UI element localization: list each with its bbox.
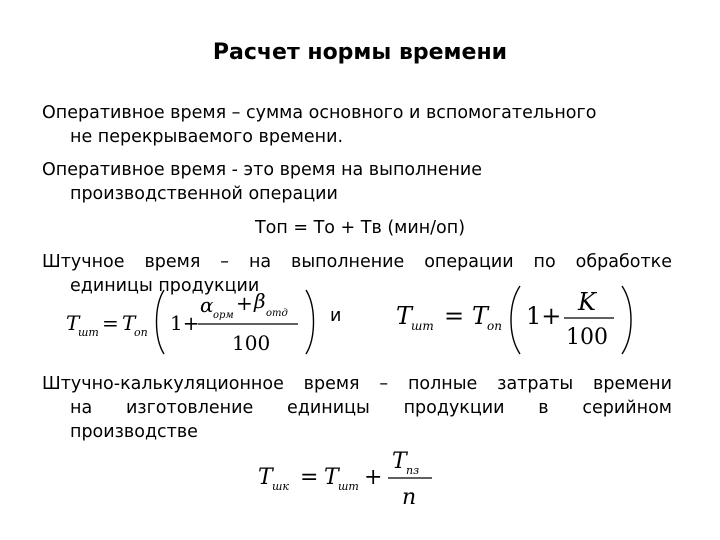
formula-denominator: 100 [566, 325, 608, 350]
formula-subscript: шт [411, 319, 434, 333]
operative-time-description [42, 158, 682, 206]
formula-alpha: α [200, 293, 214, 317]
formula-symbol: T [122, 311, 136, 335]
formula-symbol: T [472, 302, 489, 330]
formula-one-plus: 1+ [526, 302, 562, 330]
formula-subscript: оп [487, 319, 502, 333]
right-paren [306, 290, 314, 354]
formula-symbol: T [396, 302, 413, 330]
formula-symbol: T [66, 311, 80, 335]
formula-subscript: шк [272, 480, 289, 493]
formula-subscript: орм [213, 310, 234, 321]
formula-symbol: T [258, 465, 273, 490]
formula-subscript: отд [266, 308, 288, 319]
text-line: Штучно-калькуляционное время – полные затраты времени [42, 374, 672, 394]
left-paren [157, 290, 165, 354]
right-paren [622, 286, 631, 354]
formula-numerator: T [392, 449, 407, 474]
text-line: на изготовление единицы продукции в серийном [70, 398, 672, 418]
text-line: производственной операции [70, 184, 338, 204]
text-line: Штучное время – на выполнение операции по обработке [42, 252, 672, 272]
text-line: не перекрываемого времени. [70, 127, 344, 147]
slide-title: Расчет нормы времени [212, 40, 508, 65]
formula-equals: = [102, 311, 119, 335]
formula-symbol: T [324, 465, 339, 490]
formula-subscript: пз [406, 464, 420, 477]
left-paren [511, 286, 520, 354]
formula-denominator: 100 [232, 331, 271, 355]
formula-equals: = [300, 465, 319, 490]
formula-numerator: K [578, 288, 596, 316]
formula-equals: = [444, 302, 465, 330]
piece-calculation-time-formula [258, 446, 448, 510]
text-line: единицы продукции [70, 276, 260, 296]
formula-one-plus: 1+ [170, 311, 200, 335]
operative-time-definition [42, 101, 682, 149]
formula-beta: β [254, 289, 266, 313]
text-line: Оперативное время – сумма основного и вспомогательного [42, 103, 597, 123]
formula-subscript: шт [78, 326, 99, 339]
formula-subscript: шт [338, 480, 359, 493]
formula-plus: + [236, 291, 253, 315]
and-connector: и [330, 306, 342, 326]
formula-plus: + [364, 465, 383, 490]
text-line: Оперативное время - это время на выполнение [42, 160, 483, 180]
piece-calculation-time-definition [42, 372, 672, 444]
formula-denominator: n [402, 485, 417, 510]
text-line: производстве [70, 422, 198, 442]
piece-time-formula-2 [396, 284, 636, 356]
operative-time-formula: Топ = То + Тв (мин/оп) [254, 218, 466, 238]
formula-subscript: оп [134, 326, 148, 339]
piece-time-formula-1 [66, 286, 326, 358]
